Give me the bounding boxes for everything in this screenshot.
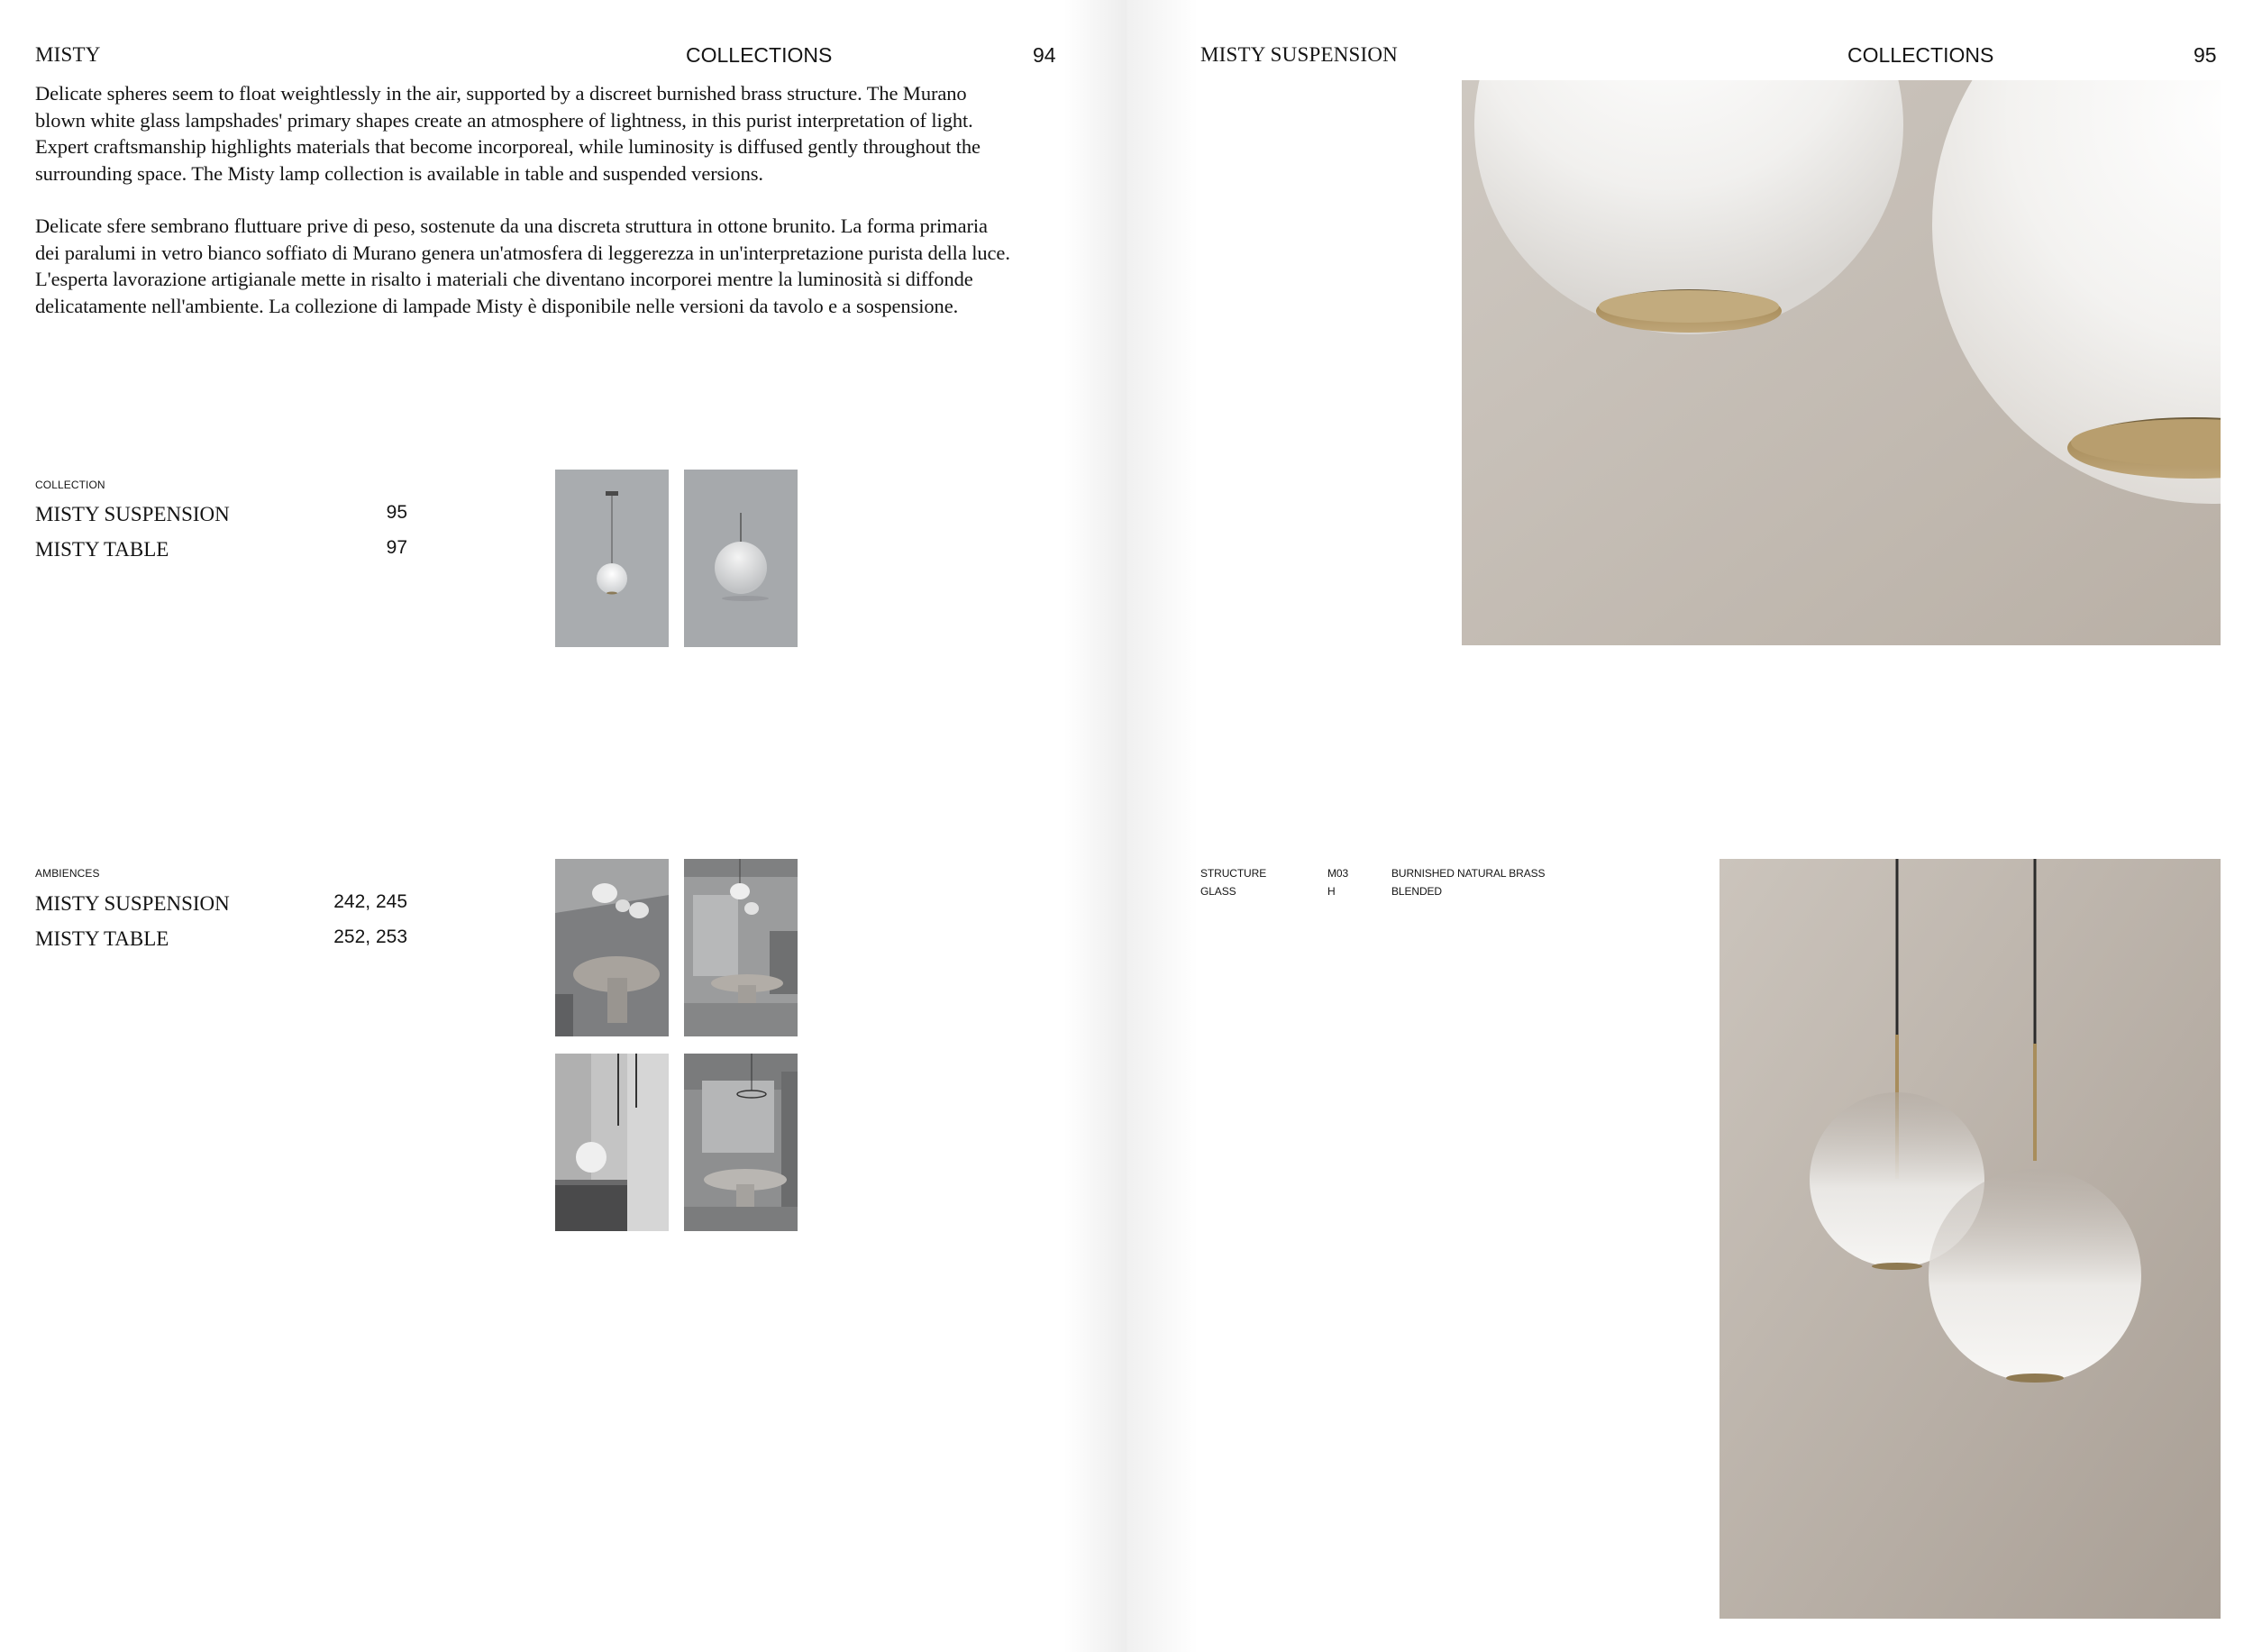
page-title: MISTY	[35, 43, 101, 66]
text-line: surrounding space. The Misty lamp collection is available in table and suspended versions.	[35, 161, 763, 185]
text-line: L'esperta lavorazione artigianale mette in risalto i materiali che diventano incorporei mentre la luminosità si diffonde	[35, 268, 973, 291]
spec-label: STRUCTURE	[1200, 867, 1267, 880]
ambience-page-ref[interactable]: 252, 253	[333, 926, 407, 947]
ambience-item-misty-table[interactable]: MISTY TABLE	[35, 927, 169, 950]
ambience-item-misty-suspension[interactable]: MISTY SUSPENSION	[35, 892, 230, 915]
gutter-shadow	[1126, 0, 1199, 1652]
page-title: MISTY SUSPENSION	[1200, 43, 1398, 66]
thumbnail-misty-table[interactable]	[684, 470, 798, 647]
spec-code: M03	[1327, 867, 1349, 880]
text-line: Expert craftsmanship highlights materials that become incorporeal, while luminosity is diffused gently throughout the	[35, 135, 981, 159]
page-number: 95	[2194, 43, 2217, 67]
collection-item-misty-suspension[interactable]: MISTY SUSPENSION	[35, 503, 230, 525]
gutter-shadow	[1063, 0, 1126, 1652]
thumbnail-ambience-dining-window[interactable]	[684, 859, 798, 1036]
collection-item-misty-table[interactable]: MISTY TABLE	[35, 538, 169, 561]
collection-page-ref[interactable]: 95	[386, 502, 407, 523]
thumbnail-ambience-living[interactable]	[684, 1054, 798, 1231]
ambience-page-ref[interactable]: 242, 245	[333, 891, 407, 912]
section-label: COLLECTIONS	[1847, 43, 1994, 67]
description-italian	[35, 213, 1063, 319]
left-page	[0, 0, 1126, 1652]
text-line: Delicate spheres seem to float weightlessly in the air, supported by a discreet burnished brass structure. The Murano	[35, 82, 967, 105]
text-line: Delicate sfere sembrano fluttuare prive di peso, sostenute da una discreta struttura in ottone brunito. La forma primaria	[35, 214, 988, 237]
thumbnail-ambience-dining-round[interactable]	[555, 859, 669, 1036]
text-line: dei paralumi in vetro bianco soffiato di Murano genera un'atmosfera di leggerezza in un'interpretazione purista della luce.	[35, 241, 1010, 264]
collection-page-ref[interactable]: 97	[386, 537, 407, 558]
spec-code: H	[1327, 885, 1336, 898]
thumbnail-misty-suspension[interactable]	[555, 470, 669, 647]
page-number: 94	[1033, 43, 1056, 67]
text-line: delicatamente nell'ambiente. La collezione di lampade Misty è disponibile nelle versioni da tavolo e a sospensione.	[35, 294, 959, 317]
spec-label: GLASS	[1200, 885, 1236, 898]
product-photo-pendants	[1719, 859, 2221, 1619]
ambiences-label: AMBIENCES	[35, 867, 100, 880]
description-english	[35, 80, 1063, 187]
section-label: COLLECTIONS	[686, 43, 833, 67]
collection-label: COLLECTION	[35, 479, 105, 491]
product-photo-closeup	[1462, 80, 2221, 645]
text-line: blown white glass lampshades' primary shapes create an atmosphere of lightness, in this purist interpretation of light.	[35, 108, 973, 132]
spec-value: BURNISHED NATURAL BRASS	[1391, 867, 1546, 880]
thumbnail-ambience-curtain[interactable]	[555, 1054, 669, 1231]
spec-value: BLENDED	[1391, 885, 1442, 898]
right-page	[1126, 0, 2253, 1652]
